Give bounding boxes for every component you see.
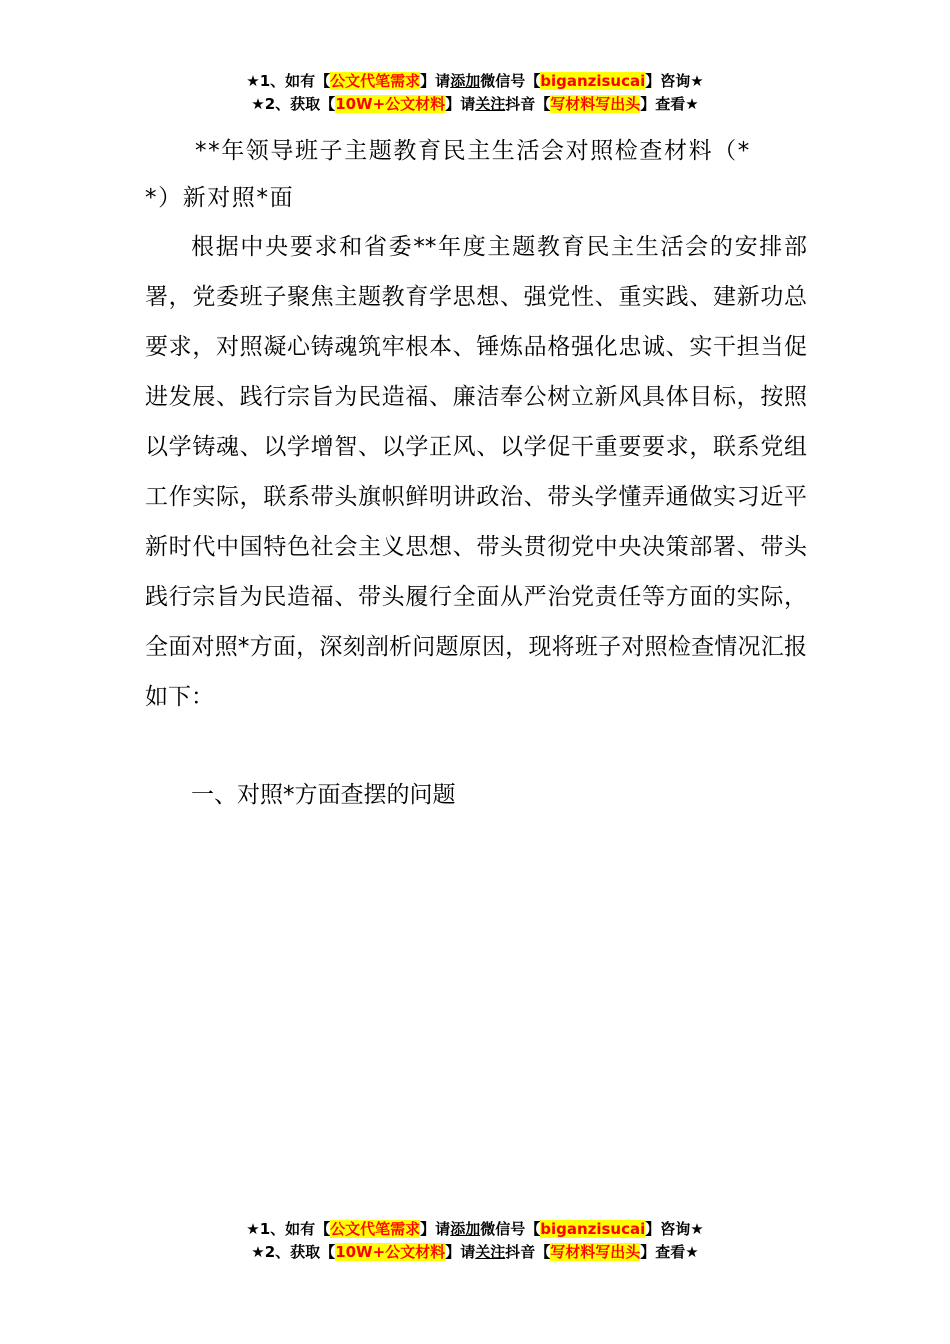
- banner-highlight-service: 公文代笔需求: [330, 1220, 421, 1238]
- title-line-1: **年领导班子主题教育民主生活会对照检查材料（*: [195, 138, 751, 164]
- banner-highlight-materials: 10W+公文材料: [335, 95, 446, 113]
- bottom-banner: [0, 1218, 950, 1264]
- document-body: [145, 222, 807, 722]
- top-banner: [0, 70, 950, 116]
- banner-line-2: ★2、获取【10W+公文材料】请关注抖音【写材料写出头】查看★: [251, 95, 699, 113]
- banner-highlight-douyin: 写材料写出头: [550, 95, 641, 113]
- section-heading: 一、对照*方面查摆的问题: [191, 782, 456, 808]
- banner-highlight-service: 公文代笔需求: [330, 72, 421, 90]
- banner-highlight-wechat-id: biganzisucai: [540, 72, 646, 90]
- banner-line-1: ★1、如有【公文代笔需求】请添加微信号【biganzisucai】咨询★: [246, 72, 704, 90]
- banner-line-2: ★2、获取【10W+公文材料】请关注抖音【写材料写出头】查看★: [251, 1243, 699, 1261]
- banner-highlight-materials: 10W+公文材料: [335, 1243, 446, 1261]
- title-line-2: *）新对照*面: [145, 185, 295, 211]
- body-paragraph: 根据中央要求和省委**年度主题教育民主生活会的安排部署，党委班子聚焦主题教育学思想、强党性、重实践、建新功总要求，对照凝心铸魂筑牢根本、锤炼品格强化忠诚、实干担当促进发展、践行宗旨为民造福、廉洁奉公树立新风具体目标，按照以学铸魂、以学增智、以学正风、以学促干重要要求，联系党组工作实际，联系带头旗帜鲜明讲政治、带头学懂弄通做实习近平新时代中国特色社会主义思想、带头贯彻党中央决策部署、带头践行宗旨为民造福、带头履行全面从严治党责任等方面的实际，全面对照*方面，深刻剖析问题原因，现将班子对照检查情况汇报如下：: [145, 234, 807, 710]
- banner-highlight-wechat-id: biganzisucai: [540, 1220, 646, 1238]
- document-title: [145, 128, 810, 222]
- banner-line-1: ★1、如有【公文代笔需求】请添加微信号【biganzisucai】咨询★: [246, 1220, 704, 1238]
- banner-highlight-douyin: 写材料写出头: [550, 1243, 641, 1261]
